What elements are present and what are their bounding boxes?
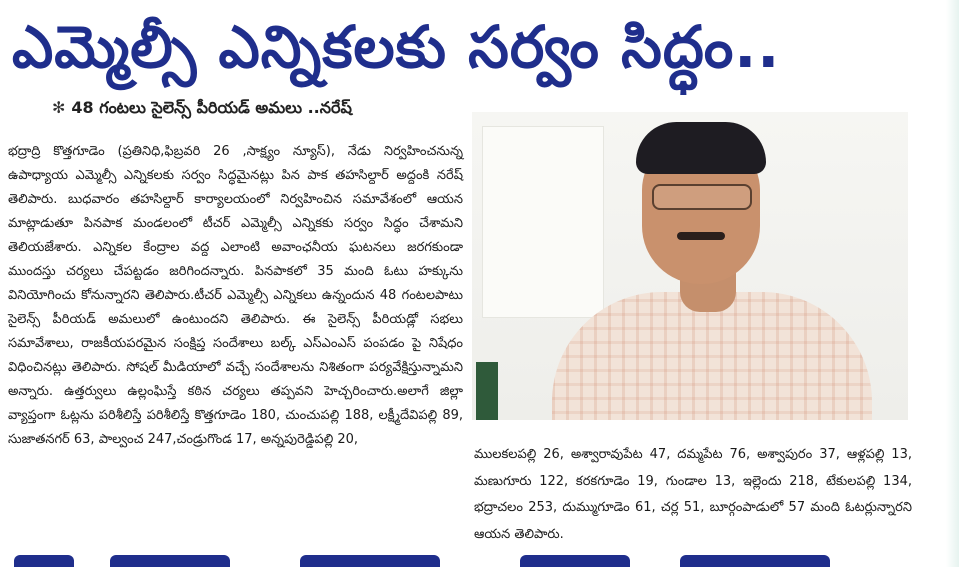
cropped-glyph <box>110 555 230 567</box>
subheadline <box>52 95 352 121</box>
bullet-star-icon: ✻ <box>52 98 66 117</box>
cropped-glyph <box>300 555 440 567</box>
cropped-glyph <box>680 555 830 567</box>
article-right-column <box>474 442 912 550</box>
background-window <box>482 126 604 318</box>
page-edge-strip <box>946 0 959 567</box>
moustache <box>677 232 725 240</box>
article-left-column <box>8 140 463 548</box>
person-photo <box>472 112 908 420</box>
glasses <box>652 184 752 210</box>
headline: ఎమ్మెల్సీ ఎన్నికలకు సర్వం సిద్ధం.. <box>12 13 781 81</box>
subheadline-text: 48 గంటలు సైలెన్స్ పీరియడ్ అమలు ..నరేష్ <box>71 98 352 117</box>
cropped-glyph <box>520 555 630 567</box>
next-headline-cropped <box>0 549 959 567</box>
background-plant <box>476 362 498 420</box>
article-continued-text: ములకలపల్లి 26, అశ్వారావుపేట 47, దమ్మపేట 76, అశ్వాపురం 37, ఆళ్లపల్లి 13, మణుగూరు 122, కరకగూడెం 19, గుండాల 13, ఇల్లెందు 218, టేకులపల్లి 134, భద్రాచలం 253, దుమ్ముగూడెం 61, చర్ల 51, బూర్గంపాడులో 57 మంది ఓటర్లున్నారని ఆయన తెలిపారు. <box>474 447 912 542</box>
hair <box>636 122 766 174</box>
cropped-glyph <box>14 555 74 567</box>
article-body-text: భద్రాద్రి కొత్తగూడెం (ప్రతినిధి,ఫిబ్రవరి 26 ,సాక్ష్యం న్యూస్), నేడు నిర్వహించనున్న ఉపాధ్యాయ ఎమ్మెల్సీ ఎన్నికలకు సర్వం సిద్ధమైనట్లు పిన పాక తహసిల్దార్ అద్దంకి నరేష్ తెలిపారు. బుధవారం తహసిల్దార్ కార్యాలయంలో నిర్వహించిన సమావేశంలో ఆయన మాట్లాడుతూ పినపాక మండలంలో టీచర్ ఎమ్మెల్సీ ఎన్నికకు సర్వం సిద్ధం చేశామని తెలియజేశారు. ఎన్నికల కేంద్రాల వద్ద ఎలాంటి అవాంఛనీయ ఘటనలు జరగకుండా ముందస్తు చర్యలు చేపట్టడం జరిగిందన్నారు. పినపాకలో 35 మంది ఓటు హక్కును వినియోగించు కోనున్నారని తెలిపారు.టీచర్ ఎమ్మెల్సీ ఎన్నికలు ఉన్నందున 48 గంటలపాటు సైలెన్స్ పీరియడ్ అమలులో ఉంటుందని తెలిపారు. ఈ సైలెన్స్ పీరియడ్లో సభలు సమావేశాలు, రాజకీయపరమైన సంక్షిప్త సందేశాలు బల్క్ ఎస్ఎంఎస్ పంపడం పై నిషేధం విధించినట్లు తెలిపారు. సోషల్ మీడియాలో వచ్చే సందేశాలను నిశితంగా పర్యవేక్షిస్తున్నామని అన్నారు. ఉత్తర్వులు ఉల్లంఘిస్తే కఠిన చర్యలు తప్పవని హెచ్చరించారు.అలాగే జిల్లా వ్యాప్తంగా ఓట్లను పరిశీలిస్తే పరిశీలిస్తే కొత్తగూడెం 180, చుంచుపల్లి 188, లక్ష్మీదేవిపల్లి 89, సుజాతనగర్ 63, పాల్వంచ 247,చండ్రుగొండ 17, అన్నపురెడ్డిపల్లి 20, <box>8 144 463 447</box>
